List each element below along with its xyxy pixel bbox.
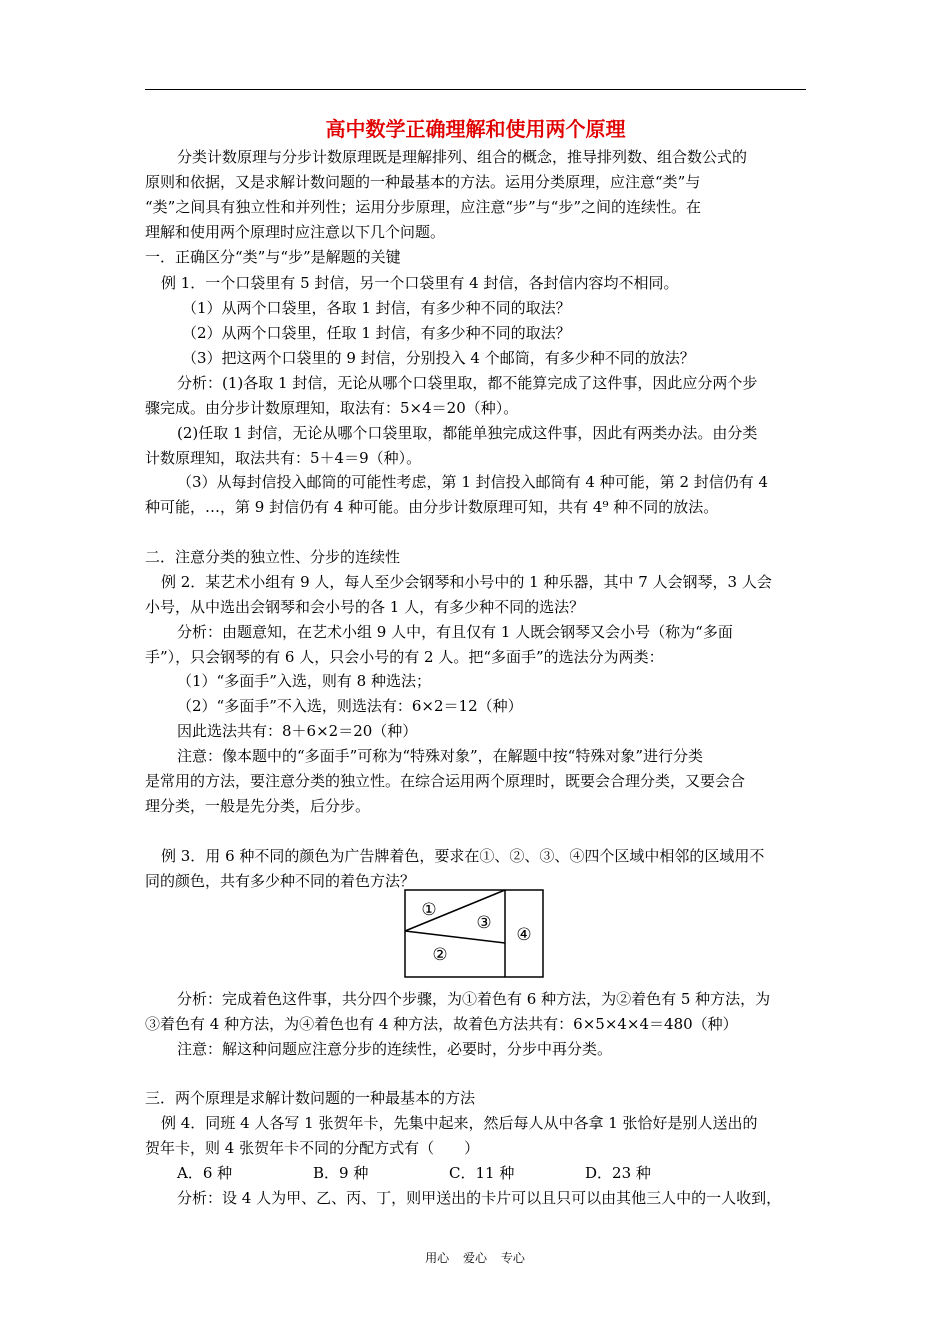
text-line: （3）从每封信投入邮筒的可能性考虑，第 1 封信投入邮筒有 4 种可能，第 2 封信仍有 4 [177, 473, 769, 491]
text-line: 例 3．用 6 种不同的颜色为广告牌着色，要求在①、②、③、④四个区域中相邻的区域用不 [161, 847, 765, 865]
text-line: B．9 种 [313, 1164, 369, 1182]
text-line: 注意：像本题中的“多面手”可称为“特殊对象”，在解题中按“特殊对象”进行分类 [177, 747, 704, 765]
text-line: 例 4．同班 4 人各写 1 张贺年卡，先集中起来，然后每人从中各拿 1 张恰好是别人送出的 [161, 1114, 758, 1132]
text-line: 因此选法共有：8＋6×2＝20（种） [177, 722, 418, 740]
region-4-label: ④ [516, 925, 532, 945]
text-line: 一．正确区分“类”与“步”是解题的关键 [145, 248, 401, 266]
text-line: 骤完成。由分步计数原理知，取法有：5×4＝20（种）。 [145, 399, 519, 417]
text-line: 分析：(1)各取 1 封信，无论从哪个口袋里取，都不能算完成了这件事，因此应分两个步 [177, 374, 758, 392]
text-line: A．6 种 [177, 1164, 233, 1182]
text-line: 例 1．一个口袋里有 5 封信，另一个口袋里有 4 封信，各封信内容均不相同。 [161, 274, 679, 292]
text-line: 注意：解这种问题应注意分步的连续性，必要时，分步中再分类。 [177, 1040, 613, 1058]
region-2-label: ② [432, 945, 448, 965]
footer-word-1: 用心 [425, 1251, 450, 1265]
text-line: （2）从两个口袋里，任取 1 封信，有多少种不同的取法？ [182, 324, 571, 342]
text-line: 理解和使用两个原理时应注意以下几个问题。 [145, 223, 446, 241]
region-3-label: ③ [476, 913, 492, 933]
text-line: (2)任取 1 封信，无论从哪个口袋里取，都能单独完成这件事，因此有两类办法。由分类 [177, 424, 758, 442]
text-line: 小号，从中选出会钢琴和会小号的各 1 人，有多少种不同的选法？ [145, 598, 585, 616]
page-footer [0, 1249, 950, 1266]
text-line: 计数原理知，取法共有：5＋4＝9（种）。 [145, 449, 422, 467]
text-line: 分类计数原理与分步计数原理既是理解排列、组合的概念，推导排列数、组合数公式的 [177, 148, 748, 166]
text-line: 原则和依据，又是求解计数问题的一种最基本的方法。运用分类原理，应注意“类”与 [145, 173, 701, 191]
text-line: 例 2．某艺术小组有 9 人，每人至少会钢琴和小号中的 1 种乐器，其中 7 人会钢琴，3 人会 [161, 573, 772, 591]
document-title: 高中数学正确理解和使用两个原理 [325, 117, 626, 141]
text-line: 二．注意分类的独立性、分步的连续性 [145, 548, 401, 566]
text-line: C．11 种 [449, 1164, 515, 1182]
text-line: 分析：完成着色这件事，共分四个步骤，为①着色有 6 种方法，为②着色有 5 种方法，为 [177, 990, 771, 1008]
text-line: ③着色有 4 种方法，为④着色也有 4 种方法，故着色方法共有：6×5×4×4＝480（种） [145, 1015, 738, 1033]
text-line: （1）从两个口袋里，各取 1 封信，有多少种不同的取法？ [182, 299, 571, 317]
text-line: （2）“多面手”不入选，则选法有：6×2＝12（种） [177, 697, 523, 715]
billboard-figure [404, 889, 544, 979]
footer-word-3: 专心 [500, 1251, 525, 1265]
text-line: （1）“多面手”入选，则有 8 种选法； [177, 672, 431, 690]
text-line: 分析：由题意知，在艺术小组 9 人中，有且仅有 1 人既会钢琴又会小号（称为“多面 [177, 623, 733, 641]
text-line: （3）把这两个口袋里的 9 封信，分别投入 4 个邮筒，有多少种不同的放法？ [182, 349, 695, 367]
text-line: 种可能，…，第 9 封信仍有 4 种可能。由分步计数原理可知，共有 4⁹ 种不同的放法。 [145, 498, 719, 516]
text-line: 贺年卡，则 4 张贺年卡不同的分配方式有（ ） [145, 1139, 480, 1157]
footer-word-2: 爱心 [462, 1251, 487, 1265]
text-line: 分析：设 4 人为甲、乙、丙、丁，则甲送出的卡片可以且只可以由其他三人中的一人收到， [177, 1189, 782, 1207]
header-rule [145, 89, 806, 90]
text-line: “类”之间具有独立性和并列性；运用分步原理，应注意“步”与“步”之间的连续性。在 [145, 198, 702, 216]
text-line: 同的颜色，共有多少种不同的着色方法？ [145, 872, 416, 890]
text-line: 三．两个原理是求解计数问题的一种最基本的方法 [145, 1089, 476, 1107]
text-line: 手”），只会钢琴的有 6 人，只会小号的有 2 人。把“多面手”的选法分为两类： [145, 648, 664, 666]
region-1-label: ① [421, 900, 437, 920]
text-line: D．23 种 [585, 1164, 651, 1182]
text-line: 理分类，一般是先分类，后分步。 [145, 797, 371, 815]
text-line: 是常用的方法，要注意分类的独立性。在综合运用两个原理时，既要会合理分类，又要会合 [145, 772, 746, 790]
